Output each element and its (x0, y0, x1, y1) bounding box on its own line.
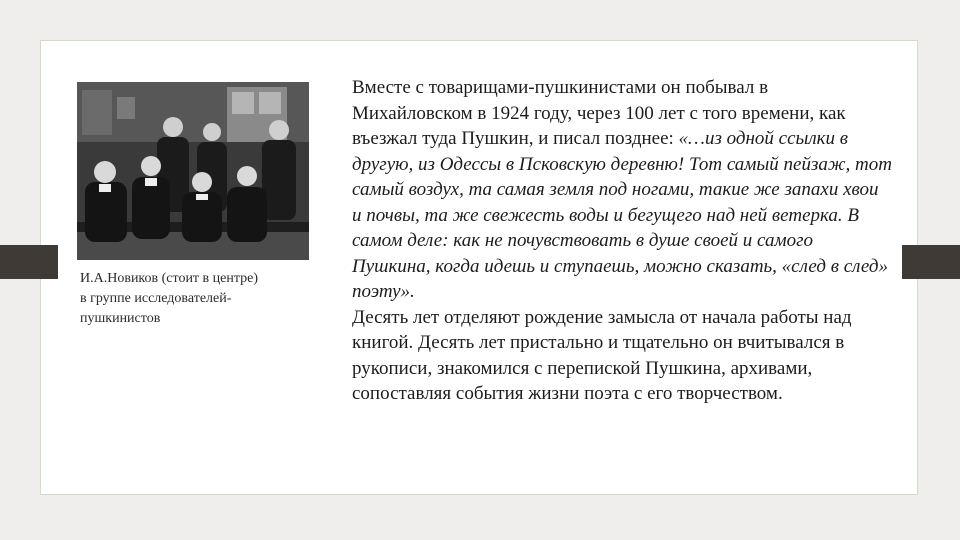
group-portrait-photo (77, 82, 309, 260)
photo-caption (80, 269, 330, 329)
main-text (352, 75, 892, 407)
left-side-tab (0, 245, 58, 279)
intro-text: Вместе с товарищами-пушкинистами он побывал в Михайловском в 1924 году, через 100 лет с того времени, как въезжал туда Пушкин, и писал позднее: (352, 77, 846, 149)
pushkin-quote: «…из одной ссылки в другую, из Одессы в Псковскую деревню! Тот самый пейзаж, тот самый воздух, та самая земля под ногами, такие же запахи хвои и почвы, та же свежесть воды и бегущего над ней ветерка. В самом деле: как не почувствовать в душе своей и самого Пушкина, когда идешь и ступаешь, можно сказать, «след в след» поэту». (352, 128, 892, 302)
caption-line: И.А.Новиков (стоит в центре) (80, 271, 259, 286)
caption-line: пушкинистов (80, 311, 161, 326)
conclusion-text: Десять лет отделяют рождение замысла от начала работы над книгой. Десять лет пристально и тщательно он вчитывался в рукописи, знакомился с перепиской Пушкина, архивами, сопоставляя события жизни поэта с его творчеством. (352, 306, 852, 404)
caption-line: в группе исследователей- (80, 291, 232, 306)
right-side-tab (902, 245, 960, 279)
